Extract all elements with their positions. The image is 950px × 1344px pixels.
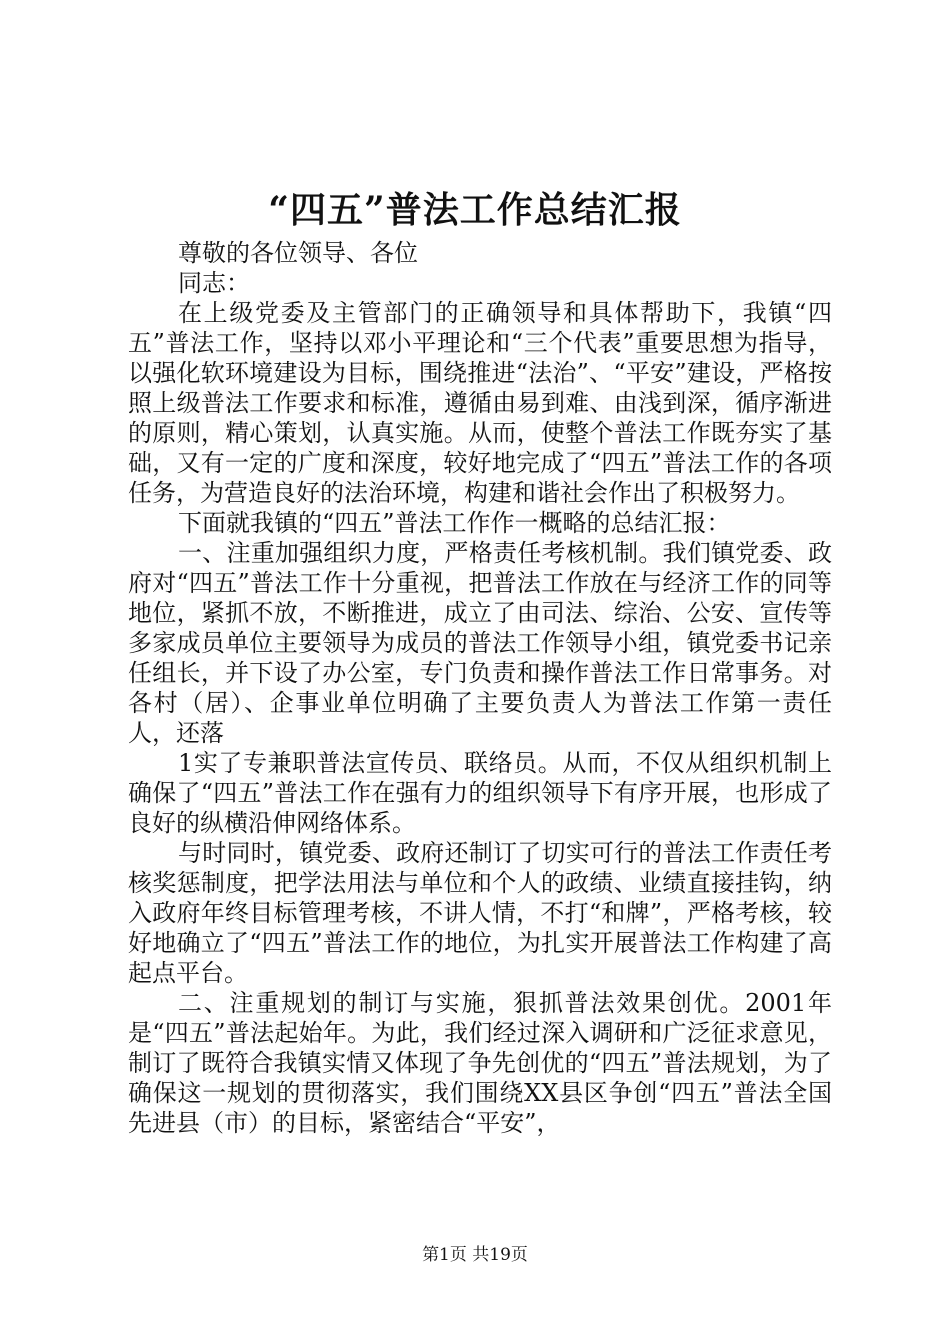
paragraph-summary-lead: 下面就我镇的“四五”普法工作作一概略的总结汇报： [178,509,731,537]
paragraph-section-1: 一、注重加强组织力度，严格责任考核机制。我们镇党委、政府对“四五”普法工作十分重视，把普法工作放在与经济工作的同等地位，紧抓不放，不断推进，成立了由司法、综治、公安、宣传等多家成员单位主要领导为成员的普法工作领导小组，镇党委书记亲任组长，并下设了办公室，专门负责和操作普法工作日常事务。对各村（居）、企事业单位明确了主要负责人为普法工作第一责任人，还落 [128,539,832,747]
page-footer: 第1页 共19页 [422,1245,528,1265]
paragraph-section-1-cont: 1实了专兼职普法宣传员、联络员。从而，不仅从组织机制上确保了“四五”普法工作在强有力的组织领导下有序开展，也形成了良好的纵横沿伸网络体系。 [128,749,832,837]
paragraph-intro: 在上级党委及主管部门的正确领导和具体帮助下，我镇“四五”普法工作，坚持以邓小平理论和“三个代表”重要思想为指导，以强化软环境建设为目标，围绕推进“法治”、“平安”建设，严格按照上级普法工作要求和标准，遵循由易到难、由浅到深，循序渐进的原则，精心策划，认真实施。从而，使整个普法工作既夯实了基础，又有一定的广度和深度，较好地完成了“四五”普法工作的各项任务，为营造良好的法治环境，构建和谐社会作出了积极努力。 [128,299,832,507]
salutation-line-1: 尊敬的各位领导、各位 [178,239,418,267]
document-title: “四五”普法工作总结汇报 [268,189,682,231]
salutation-line-2: 同志： [178,269,250,297]
paragraph-section-2: 二、注重规划的制订与实施，狠抓普法效果创优。2001年是“四五”普法起始年。为此，我们经过深入调研和广泛征求意见，制订了既符合我镇实情又体现了争先创优的“四五”普法规划，为了确保这一规划的贯彻落实，我们围绕XX县区争创“四五”普法全国先进县（市）的目标，紧密结合“平安”， [128,989,832,1137]
paragraph-responsibility: 与时同时，镇党委、政府还制订了切实可行的普法工作责任考核奖惩制度，把学法用法与单位和个人的政绩、业绩直接挂钩，纳入政府年终目标管理考核，不讲人情，不打“和牌”，严格考核，较好地确立了“四五”普法工作的地位，为扎实开展普法工作构建了高起点平台。 [128,839,832,987]
document-body [128,238,832,1138]
